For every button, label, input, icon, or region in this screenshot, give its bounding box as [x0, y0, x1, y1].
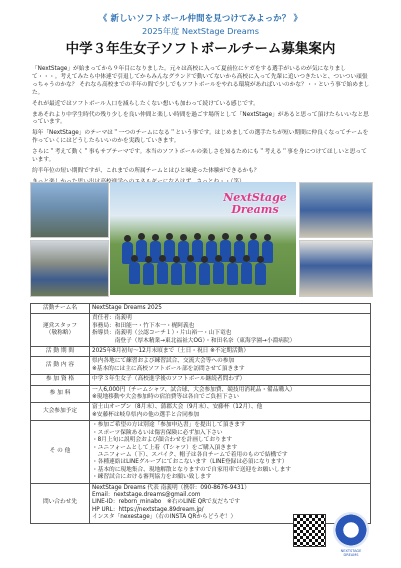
- row-line: ・8月上旬に説明会および顔合わせを計画しております: [92, 437, 233, 444]
- row-key: そ の 他: [31, 421, 90, 483]
- row-value: [90, 385, 371, 403]
- table-row: [31, 357, 371, 375]
- intro-paragraph: 約半年位の短い期間ですが、これまでの所属チームとはひと味違った体験ができるかも？: [32, 167, 260, 174]
- team-logo-badge: [333, 512, 369, 548]
- row-line: 一人6,000円（チームシャツ、試合球、大会参加費、競技用消耗品・備品購入）: [92, 386, 296, 393]
- intro-paragraph: 毎年「NextStage」のテーマは＂一つのチームになる＂という事です。はじめましての選手たちが短い期間に仲良くなってチームを作っていくにはどうしたらいいのかを実践していきます。: [32, 130, 369, 145]
- row-key: 参 加 資 格: [31, 375, 90, 385]
- row-line: ・各種連絡はLINEグループにておこないます（LINE登録は必須になります）: [92, 459, 288, 466]
- player-figure: [227, 263, 238, 285]
- intro-paragraph: さらに＂考えて動く＂事もサブテーマです。本当のソフトボールの楽しさを知るためにも＂考える＂事を身につけてほしいと思っています。: [32, 149, 367, 164]
- player-figure: [143, 263, 154, 285]
- row-key-label: 運営スタッフ: [42, 322, 78, 329]
- row-value: [90, 375, 371, 385]
- contact-hp-url[interactable]: HP URL：https://nextstage.89dream.jp/: [92, 506, 204, 513]
- logo-line: NextStage: [223, 191, 287, 204]
- table-row: [31, 304, 371, 314]
- contact-email[interactable]: Email：nextstage.dreams@gmail.com: [92, 491, 201, 498]
- row-line: 中学３年生女子（高校進学後のソフトボール継続者問わず）: [92, 376, 246, 383]
- row-line: 責任者：南義明: [92, 315, 132, 322]
- intro-paragraph: それが最近ではソフトボール人口を減らしたくない想いも加わって続けている感じです。: [32, 100, 259, 107]
- row-line: ・基本的に現地集合、現地解散となりますので自家用車で送迎をお願いします: [92, 466, 292, 473]
- intro-paragraph: 「NextStage」が始まってから９年目になりました。元々は高校に入って夏前位にケガをする選手がいるのが気になりまして・・・。考えてみたら中体連で引退してからみんなグランドで動いてないから高校に入って先輩に追いつきたいと、ついつい頑張っちゃうのかな？ それなら高校までの半年の間で少しでもソフトボールをやれる環境があればいいのかな？・・という事で始めました。: [32, 66, 370, 96]
- row-key-note: （敬称略）: [45, 330, 75, 337]
- player-figure: [255, 263, 266, 285]
- team-logo: [210, 192, 296, 216]
- row-value: [90, 483, 371, 523]
- contact-line: NextStage Dreams 代表 南義明（携帯：090-8676-9431）: [92, 484, 250, 491]
- subtitle: 2025年度 NextStage Dreams: [142, 26, 259, 36]
- table-row: [31, 385, 371, 403]
- line-qr-code[interactable]: [293, 514, 326, 547]
- row-key: 参 加 料: [31, 385, 90, 403]
- row-value: [90, 314, 371, 347]
- row-key: 活動チーム名: [31, 304, 90, 314]
- row-line: ・ユニフォームとして上着（Tシャツ）をご購入頂きます: [92, 444, 238, 451]
- photo-team-practice: [30, 182, 109, 238]
- player-figure: [171, 263, 182, 285]
- row-line: ユニフォーム（下）、スパイク、帽子は各自チームで着用のもので結構です: [92, 451, 288, 458]
- row-line: ・練習試合における審判協力をお願い致します: [92, 474, 212, 481]
- row-line: ※現地移動や大会参加時の宿泊費等は各自でご負担下さい: [92, 394, 239, 401]
- row-line: 富士山オープン（8月末）、蒲郡大会（9月末）、安藤杯（12月）、他: [92, 404, 263, 411]
- photo-team-group: [110, 182, 296, 295]
- contact-line-id: LINE-ID：reborn_minabo ※右のLINE QRで友だちです: [92, 499, 241, 506]
- intro-text: [32, 66, 372, 190]
- player-figure: [185, 262, 196, 284]
- row-line: 県内各地にて練習および練習試合、交流大会等への参加: [92, 358, 235, 365]
- row-key: 活 動 期 間: [31, 347, 90, 357]
- player-figure: [241, 262, 252, 284]
- row-value: [90, 421, 371, 483]
- intro-paragraph: まあそれより中学生時代の残り少しを良い仲間と楽しい時間を過ごす場所として「NextStage」があると思って頂けたらいいなと思っています。: [32, 111, 369, 126]
- photo-game-scene: [299, 182, 373, 238]
- row-line: ・参加ご希望の方は別途「参加申込書」を提出して頂きます: [92, 422, 246, 429]
- table-row: [31, 421, 371, 483]
- player-figure: [157, 262, 168, 284]
- info-table: [30, 303, 371, 524]
- team-logo-badge-label: NEXTSTAGE DREAMS: [340, 549, 362, 557]
- contact-instagram: インスタ「nexestage」（右のINSTA QRからどうぞ！）: [92, 514, 237, 521]
- row-line: 2025年8月初旬〜12月末頃まで（土日・祝日 ※不定期活動）: [92, 348, 250, 355]
- table-row: [31, 403, 371, 421]
- player-figure: [129, 262, 140, 284]
- row-key: [31, 314, 90, 347]
- table-row: [31, 314, 371, 347]
- row-value: [90, 403, 371, 421]
- row-key: 大会参加予定: [31, 403, 90, 421]
- row-key: 問い合わせ先: [31, 483, 90, 523]
- row-value: [90, 357, 371, 375]
- row-line: 指導員：南義明（公認コーチ１）・片山裕一・山下竜也: [92, 330, 232, 337]
- row-value: [90, 347, 371, 357]
- table-row: [31, 375, 371, 385]
- photo-collage: [30, 182, 371, 295]
- table-row: [31, 347, 371, 357]
- row-line: 南登子（厚木精業→東北福祉大OG）・和田名奈（東海学園→小淵病院）: [92, 337, 296, 344]
- player-figure: [199, 263, 210, 285]
- page-title: 中学３年生女子ソフトボールチーム募集案内: [65, 41, 336, 57]
- row-key: 活 動 内 容: [31, 357, 90, 375]
- tagline: 《 新しいソフトボール仲間を見つけてみよっか？ 》: [98, 13, 303, 23]
- logo-line: Dreams: [231, 203, 279, 216]
- photo-team-gathering: [30, 240, 109, 297]
- row-line: ※基本的には主に高校ソフトボール部を訪問させて頂きます: [92, 365, 245, 372]
- row-line: 事務局：和田能一・竹下本一・梶阿義也: [92, 322, 195, 329]
- row-line: NextStage Dreams 2025: [92, 305, 162, 311]
- row-line: ※安藤杯は岐阜県内の他の選手と合同参加: [92, 411, 200, 418]
- player-group: [118, 230, 288, 290]
- player-figure: [213, 262, 224, 284]
- row-value: [90, 304, 371, 314]
- photo-team-huddle: [299, 240, 373, 297]
- row-line: ・スポーツ保険あるいは傷害保険に必ず加入下さい: [92, 429, 223, 436]
